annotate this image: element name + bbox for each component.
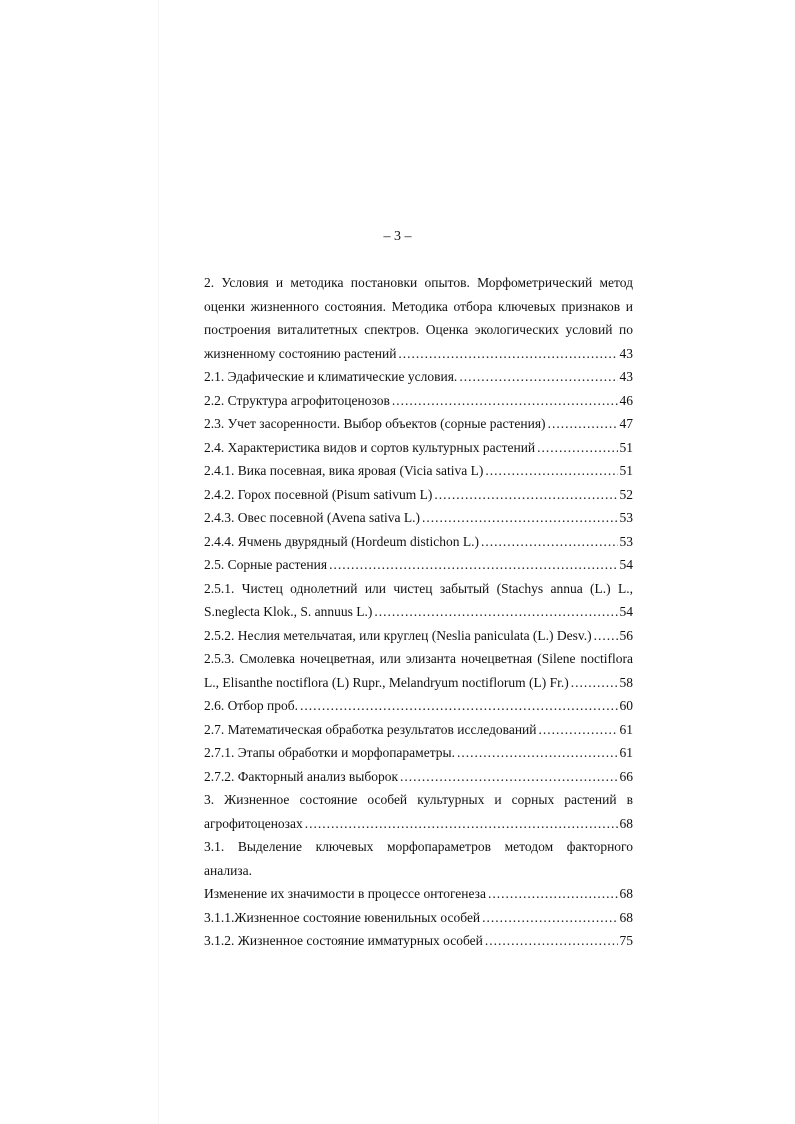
- toc-entry-title: 2.7.2. Факторный анализ выборок: [204, 768, 399, 784]
- toc-entry-last-line: [204, 530, 633, 554]
- toc-page-number: 51: [619, 439, 633, 455]
- toc-entry-line: 2. Условия и методика постановки опытов. Морфометрический метод: [204, 275, 633, 290]
- toc-entry-title: 2.4.2. Горох посевной (Pisum sativum L): [204, 486, 433, 502]
- toc-dot-leader: [457, 741, 618, 765]
- toc-entry-last-line: [204, 718, 633, 742]
- toc-entry: [204, 412, 633, 436]
- toc-dot-leader: [481, 530, 618, 554]
- toc-entry-last-line: [204, 624, 633, 648]
- toc-entry-last-line: [204, 389, 633, 413]
- toc-entry: [204, 436, 633, 460]
- toc-dot-leader: [485, 459, 617, 483]
- toc-entry-title: S.neglecta Klok., S. annuus L.): [204, 604, 373, 619]
- toc-page-number: 60: [619, 698, 633, 713]
- toc-entry: [204, 906, 633, 930]
- toc-entry-line: 3.1. Выделение ключевых морфопараметров методом факторного анализа.: [204, 839, 633, 878]
- toc-dot-leader: [485, 929, 618, 953]
- toc-entry-title: агрофитоценозах: [204, 815, 303, 831]
- toc-page-number: 66: [619, 768, 633, 784]
- toc-entry-title: 2.4.1. Вика посевная, вика яровая (Vicia sativa L): [204, 463, 484, 478]
- toc-entry-last-line: [204, 506, 633, 530]
- toc-entry: [204, 365, 633, 389]
- toc-entry: [204, 835, 633, 906]
- toc-dot-leader: [594, 624, 618, 648]
- toc-entry: [204, 624, 633, 648]
- toc-page-number: 54: [619, 604, 633, 619]
- toc-entry-last-line: [204, 741, 633, 765]
- toc-entry-last-line: [204, 600, 633, 624]
- toc-page-number: 43: [619, 369, 633, 384]
- toc-entry-last-line: [204, 765, 633, 789]
- toc-entry: [204, 459, 633, 483]
- toc-page-number: 53: [619, 510, 633, 525]
- toc-entry-line: построения виталитетных спектров. Оценка экологических условий по: [204, 322, 633, 337]
- toc-entry-title: 2.4.4. Ячмень двурядный (Hordeum distichon L.): [204, 533, 479, 549]
- toc-entry-last-line: [204, 365, 633, 389]
- toc-dot-leader: [459, 365, 617, 389]
- toc-entry-title: 2.5.2. Неслия метельчатая, или круглец (Neslia paniculata (L.) Desv.): [204, 627, 592, 643]
- toc-entry-title: 2.7. Математическая обработка результатов исследований: [204, 721, 537, 737]
- toc-entry: [204, 694, 633, 718]
- toc-page-number: 58: [619, 674, 633, 690]
- toc-entry-line: 2.5.1. Чистец однолетний или чистец забытый (Stachys annua (L.) L.,: [204, 580, 633, 596]
- toc-entry-last-line: [204, 436, 633, 460]
- toc-page-number: 75: [619, 933, 633, 948]
- toc-dot-leader: [374, 600, 617, 624]
- toc-entry-last-line: [204, 483, 633, 507]
- toc-dot-leader: [398, 342, 617, 366]
- toc-page-number: 68: [619, 909, 633, 925]
- toc-entry: [204, 553, 633, 577]
- scan-edge: [158, 0, 159, 1124]
- toc-entry-title: 3.1.1.Жизненное состояние ювенильных особей: [204, 909, 481, 925]
- toc-entry: [204, 647, 633, 694]
- toc-dot-leader: [482, 906, 617, 930]
- toc-page-number: 51: [619, 463, 633, 478]
- toc-dot-leader: [392, 389, 618, 413]
- toc-entry-title: 3.1.2. Жизненное состояние имматурных особей: [204, 933, 483, 948]
- toc-page-number: 56: [619, 627, 633, 643]
- toc-dot-leader: [548, 412, 618, 436]
- toc-dot-leader: [434, 483, 617, 507]
- toc-entry-line: 3. Жизненное состояние особей культурных и сорных растений в: [204, 792, 633, 807]
- toc-entry-title: 2.4. Характеристика видов и сортов культурных растений: [204, 439, 536, 455]
- toc-dot-leader: [422, 506, 618, 530]
- toc-entry: [204, 741, 633, 765]
- toc-page-number: 54: [619, 557, 633, 572]
- toc-entry: [204, 577, 633, 624]
- table-of-contents: [204, 271, 633, 953]
- toc-entry-last-line: [204, 812, 633, 836]
- toc-dot-leader: [488, 882, 618, 906]
- toc-entry-title: L., Elisanthe noctiflora (L) Rupr., Melandryum noctiflorum (L) Fr.): [204, 674, 569, 690]
- toc-entry: [204, 271, 633, 365]
- toc-entry: [204, 929, 633, 953]
- toc-page-number: 61: [619, 721, 633, 737]
- toc-dot-leader: [400, 765, 617, 789]
- toc-entry: [204, 389, 633, 413]
- toc-entry: [204, 483, 633, 507]
- toc-entry-title: жизненному состоянию растений: [204, 345, 397, 361]
- toc-entry-title: 2.3. Учет засоренности. Выбор объектов (сорные растения): [204, 416, 546, 431]
- toc-entry: [204, 530, 633, 554]
- toc-entry-line: 2.5.3. Смолевка ночецветная, или элизанта ночецветная (Silene noctiflora: [204, 651, 633, 666]
- toc-dot-leader: [300, 694, 618, 718]
- toc-entry-title: 2.4.3. Овес посевной (Avena sativa L.): [204, 510, 420, 525]
- toc-entry-last-line: [204, 929, 633, 953]
- toc-page-number: 68: [619, 886, 633, 901]
- toc-entry-title: 2.2. Структура агрофитоценозов: [204, 392, 390, 408]
- toc-entry-last-line: [204, 671, 633, 695]
- toc-page-number: 46: [619, 392, 633, 408]
- toc-dot-leader: [539, 718, 618, 742]
- toc-page-number: 47: [619, 416, 633, 431]
- toc-entry-last-line: [204, 882, 633, 906]
- toc-entry-last-line: [204, 459, 633, 483]
- toc-entry-last-line: [204, 553, 633, 577]
- toc-entry-last-line: [204, 906, 633, 930]
- toc-entry: [204, 788, 633, 835]
- toc-page-number: 61: [619, 745, 633, 760]
- toc-entry-title: 2.1. Эдафические и климатические условия.: [204, 369, 458, 384]
- toc-entry-title: 2.6. Отбор проб.: [204, 698, 298, 713]
- toc-entry-last-line: [204, 342, 633, 366]
- toc-entry: [204, 718, 633, 742]
- toc-entry-title: Изменение их значимости в процессе онтогенеза: [204, 886, 486, 901]
- toc-page-number: 68: [619, 815, 633, 831]
- toc-entry-line: оценки жизненного состояния. Методика отбора ключевых признаков и: [204, 298, 633, 314]
- toc-entry: [204, 765, 633, 789]
- toc-page-number: 43: [619, 345, 633, 361]
- page-number: – 3 –: [383, 229, 412, 244]
- toc-dot-leader: [329, 553, 617, 577]
- toc-dot-leader: [571, 671, 618, 695]
- toc-page-number: 52: [619, 486, 633, 502]
- toc-dot-leader: [537, 436, 617, 460]
- toc-dot-leader: [305, 812, 618, 836]
- toc-page-number: 53: [619, 533, 633, 549]
- toc-entry-last-line: [204, 694, 633, 718]
- toc-entry-title: 2.7.1. Этапы обработки и морфопараметры.: [204, 745, 455, 760]
- toc-entry-title: 2.5. Сорные растения: [204, 557, 328, 572]
- toc-entry-last-line: [204, 412, 633, 436]
- toc-entry: [204, 506, 633, 530]
